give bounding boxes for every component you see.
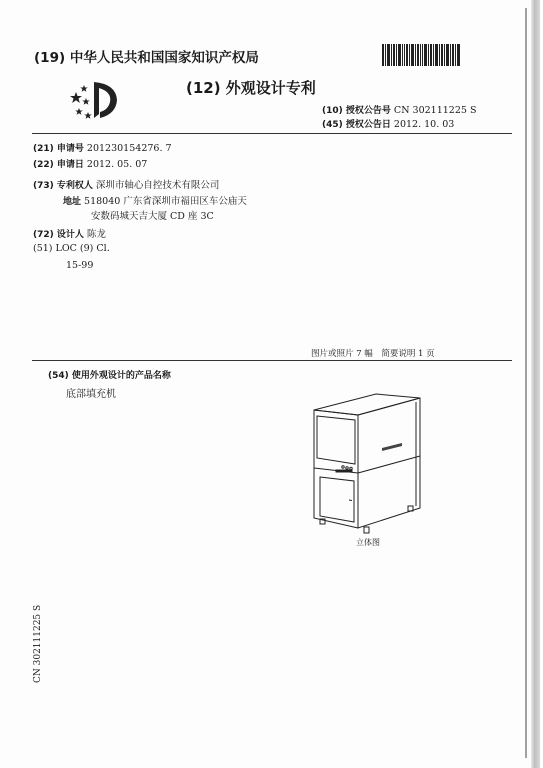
product-name-label: (54) 使用外观设计的产品名称 <box>48 371 171 381</box>
loc-class-value: 15-99 <box>66 260 94 271</box>
address-line-2: 安数码城天吉大厦 CD 座 3C <box>91 211 214 222</box>
application-number-value: 201230154276. 7 <box>86 143 172 154</box>
loc-class-label: (51) LOC (9) Cl. <box>33 243 110 254</box>
product-name-value: 底部填充机 <box>66 389 116 400</box>
application-number-label: (21) 申请号 <box>33 144 84 154</box>
patentee-label: (73) 专利权人 <box>33 181 93 191</box>
issuing-office: (19) 中华人民共和国国家知识产权局 <box>34 50 259 66</box>
designer-row <box>33 226 106 240</box>
publication-number-row <box>322 103 476 116</box>
filing-date-label: (22) 申请日 <box>33 160 84 170</box>
address-line-1: 518040 广东省深圳市福田区车公庙天 <box>84 196 247 207</box>
publication-date-row <box>322 117 454 130</box>
designer-label: (72) 设计人 <box>33 230 84 240</box>
section-divider <box>32 360 512 361</box>
header-divider <box>32 133 512 134</box>
scan-edge-shadow <box>531 0 540 768</box>
publication-date-value: 2012. 10. 03 <box>393 119 455 130</box>
address-label: 地址 <box>63 197 82 207</box>
address-row <box>63 193 247 207</box>
patentee-row <box>33 177 219 191</box>
machine-perspective-drawing <box>298 388 436 540</box>
publication-number-value: CN 302111225 S <box>393 105 477 116</box>
publication-number-label: (10) 授权公告号 <box>322 106 391 116</box>
pages-count-note: 图片或照片 7 幅 简要说明 1 页 <box>311 349 435 359</box>
filing-date-value: 2012. 05. 07 <box>86 159 148 170</box>
vertical-publication-number: CN 302111225 S <box>33 604 43 683</box>
patentee-value: 深圳市轴心自控技术有限公司 <box>95 180 220 191</box>
figure-caption: 立体图 <box>356 538 380 547</box>
designer-value: 陈龙 <box>86 229 106 240</box>
publication-date-label: (45) 授权公告日 <box>322 120 391 130</box>
patent-office-emblem-icon <box>70 78 120 122</box>
barcode-icon <box>382 44 460 66</box>
application-number-row <box>33 141 172 154</box>
filing-date-row <box>33 157 147 170</box>
scan-edge-line <box>525 8 527 758</box>
document-type-title: (12) 外观设计专利 <box>186 79 316 97</box>
